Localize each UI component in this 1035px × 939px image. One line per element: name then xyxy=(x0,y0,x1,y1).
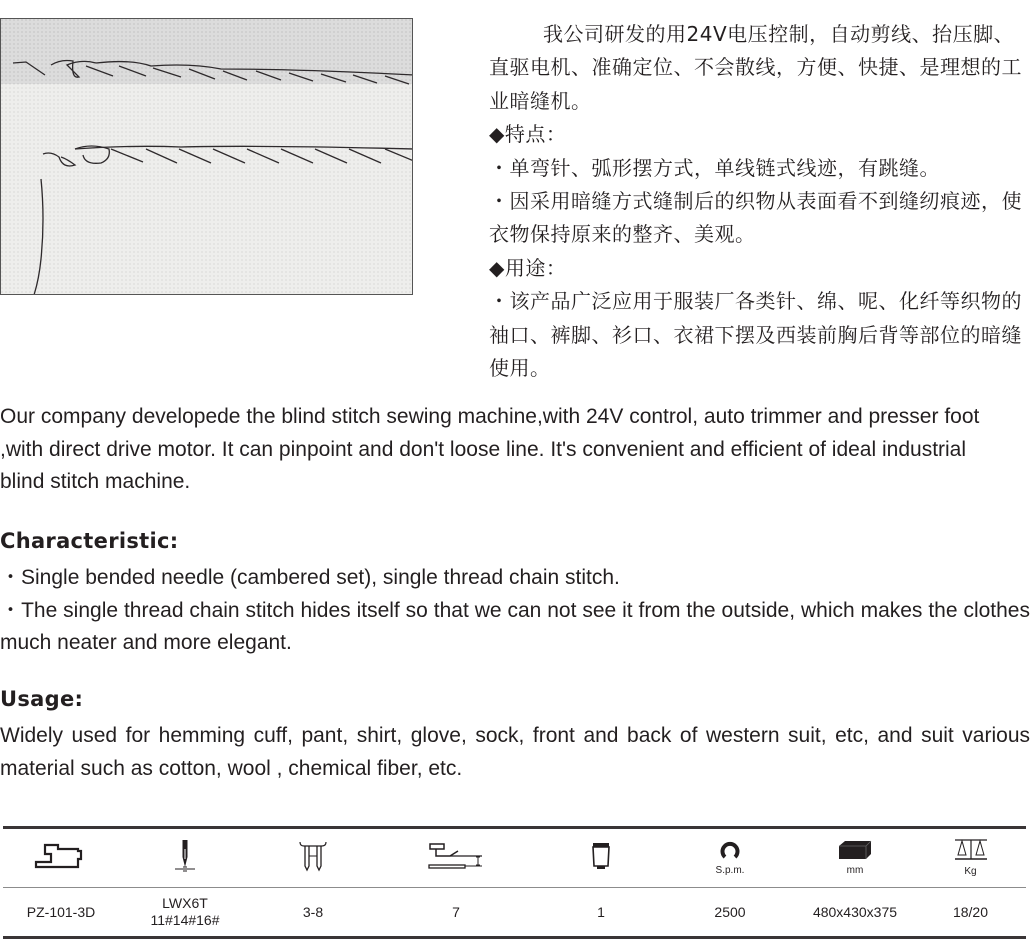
speed-unit-label: S.p.m. xyxy=(715,865,745,876)
characteristic-heading: Characteristic: xyxy=(0,529,179,553)
speed-icon xyxy=(719,840,741,864)
cell-speed: 2500 xyxy=(714,903,746,920)
characteristic-item: ・The single thread chain stitch hides itself so that we can not see it from the outside, which makes the clothes much neater and more elegant. xyxy=(0,598,1030,654)
dimensions-unit-label: mm xyxy=(846,865,864,876)
english-intro: Our company developede the blind stitch sewing machine,with 24V control, auto trimmer and presser foot ,with direct drive motor. It can pinpoint and don't loose line. It's convenient and efficient of ideal industrial blind stitch machine. xyxy=(0,405,980,493)
stitch-width-icon xyxy=(298,840,328,876)
dimensions-box-icon xyxy=(838,840,872,864)
weight-scale-icon xyxy=(954,839,988,865)
chinese-description xyxy=(489,18,1034,385)
header-cell-dimensions xyxy=(795,840,915,876)
header-cell-needle xyxy=(119,839,251,877)
blind-stitch-sample-photo xyxy=(0,18,413,295)
header-cell-stitch-width xyxy=(251,840,375,876)
header-cell-threads xyxy=(537,841,665,875)
usage-text: Widely used for hemming cuff, pant, shirt, glove, sock, front and back of western suit, etc, and suit various material such as cotton, wool , chemical fiber, etc. xyxy=(0,724,1030,780)
cell-needle xyxy=(119,895,251,929)
cell-dimensions: 480x430x375 xyxy=(812,903,898,920)
cell-model: PZ-101-3D xyxy=(26,903,96,920)
header-cell-model xyxy=(3,843,119,873)
chinese-features-heading: ◆特点： xyxy=(489,122,567,147)
usage-block xyxy=(0,720,1030,785)
characteristics-list xyxy=(0,562,1030,660)
presser-foot-lift-icon xyxy=(428,842,484,874)
cell-stitch-length: 3-8 xyxy=(302,903,324,920)
needle-type: LWX6T xyxy=(162,895,208,911)
header-cell-speed xyxy=(665,840,795,876)
needle-sizes: 11#14#16# xyxy=(150,912,220,928)
bobbin-thread-icon xyxy=(590,841,612,875)
cell-presser-lift: 7 xyxy=(452,903,460,920)
cell-threads: 1 xyxy=(597,903,605,920)
table-row xyxy=(3,888,1026,936)
characteristic-item: ・Single bended needle (cambered set), single thread chain stitch. xyxy=(0,566,620,589)
chinese-usage-heading: ◆用途： xyxy=(489,255,567,280)
usage-heading: Usage: xyxy=(0,687,84,711)
chinese-feature-item: ・因采用暗缝方式缝制后的织物从表面看不到缝纫痕迹，使衣物保持原来的整齐、美观。 xyxy=(489,189,1022,247)
chinese-feature-item: ・单弯针、弧形摆方式，单线链式线迹，有跳缝。 xyxy=(489,155,940,180)
table-icon-row xyxy=(3,829,1026,887)
chinese-intro: 我公司研发的用24V电压控制，自动剪线、抬压脚、直驱电机、准确定位、不会散线，方便、快捷、是理想的工业暗缝机。 xyxy=(489,22,1022,113)
header-cell-presser-lift xyxy=(375,842,537,874)
spec-table xyxy=(3,826,1026,939)
weight-unit-label: Kg xyxy=(964,866,977,877)
sewing-machine-model-icon xyxy=(34,843,88,873)
header-cell-weight xyxy=(915,839,1026,877)
english-intro-block xyxy=(0,401,1030,499)
chinese-usage-item: ・该产品广泛应用于服装厂各类针、绵、呢、化纤等织物的袖口、裤脚、衫口、衣裙下摆及西装前胸后背等部位的暗缝使用。 xyxy=(489,289,1022,381)
needle-icon xyxy=(173,839,197,877)
cell-weight: 18/20 xyxy=(952,903,989,920)
